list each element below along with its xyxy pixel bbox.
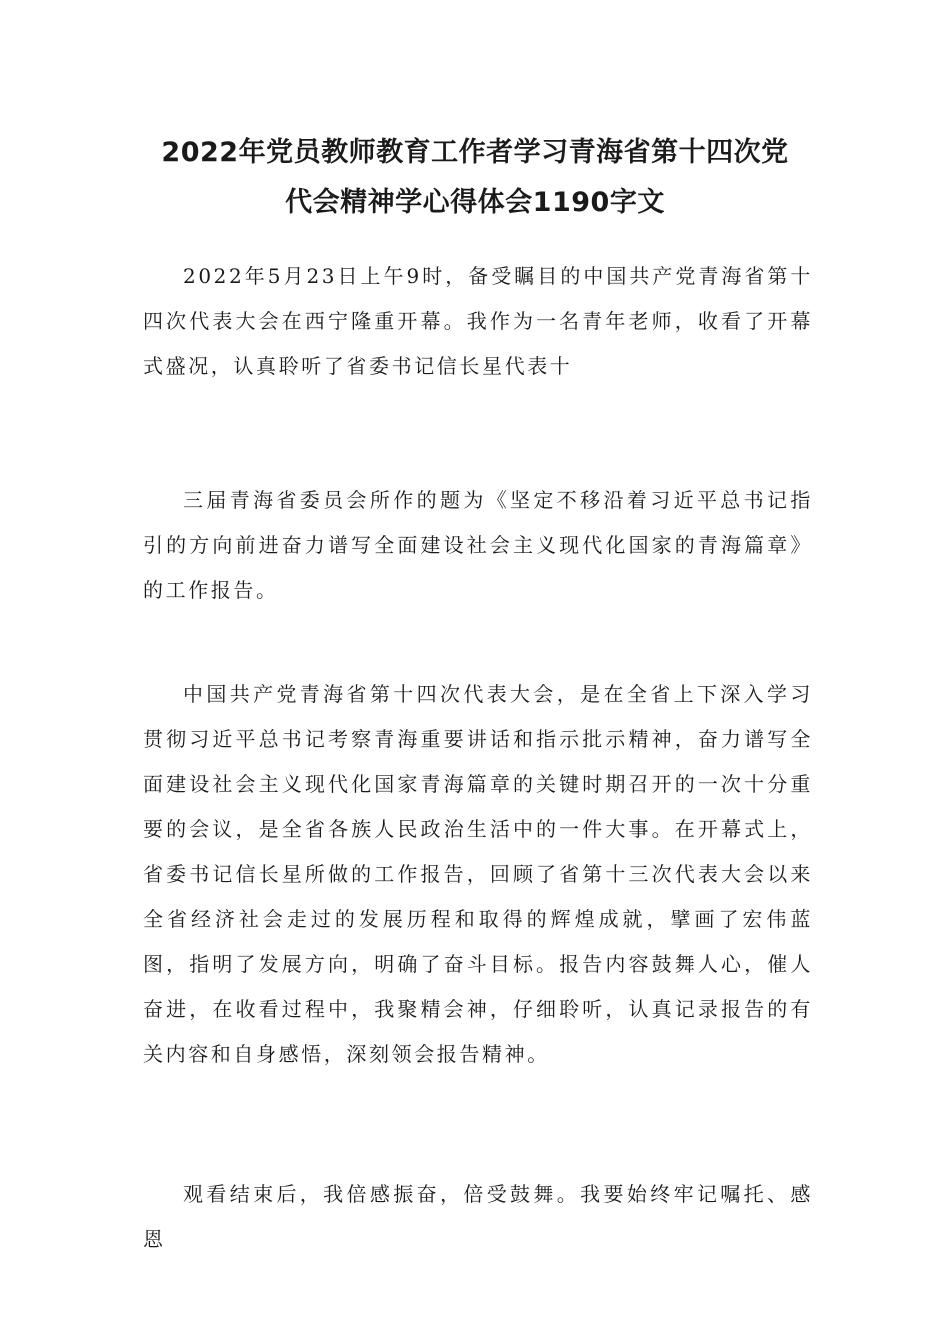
paragraph-2: 三届青海省委员会所作的题为《坚定不移沿着习近平总书记指引的方向前进奋力谱写全面建设社会主义现代化国家的青海篇章》的工作报告。	[143, 488, 813, 602]
title-line-2: 代会精神学心得体会1190字文	[285, 187, 665, 218]
paragraph-4: 观看结束后，我倍感振奋，倍受鼓舞。我要始终牢记嘱托、感恩	[143, 1182, 813, 1251]
paragraph-3: 中国共产党青海省第十四次代表大会，是在全省上下深入学习贯彻习近平总书记考察青海重要讲话和指示批示精神，奋力谱写全面建设社会主义现代化国家青海篇章的关键时期召开的一次十分重要的会议，是全省各族人民政治生活中的一件大事。在开幕式上，省委书记信长星所做的工作报告，回顾了省第十三次代表大会以来全省经济社会走过的发展历程和取得的辉煌成就，擘画了宏伟蓝图，指明了发展方向，明确了奋斗目标。报告内容鼓舞人心，催人奋进，在收看过程中，我聚精会神，仔细聆听，认真记录报告的有关内容和自身感悟，深刻领会报告精神。	[143, 682, 813, 1066]
document-title	[100, 128, 850, 228]
title-line-1: 2022年党员教师教育工作者学习青海省第十四次党	[161, 137, 789, 168]
paragraph-1: 2022年5月23日上午9时，备受瞩目的中国共产党青海省第十四次代表大会在西宁隆重开幕。我作为一名青年老师，收看了开幕式盛况，认真聆听了省委书记信长星代表十	[143, 264, 813, 378]
